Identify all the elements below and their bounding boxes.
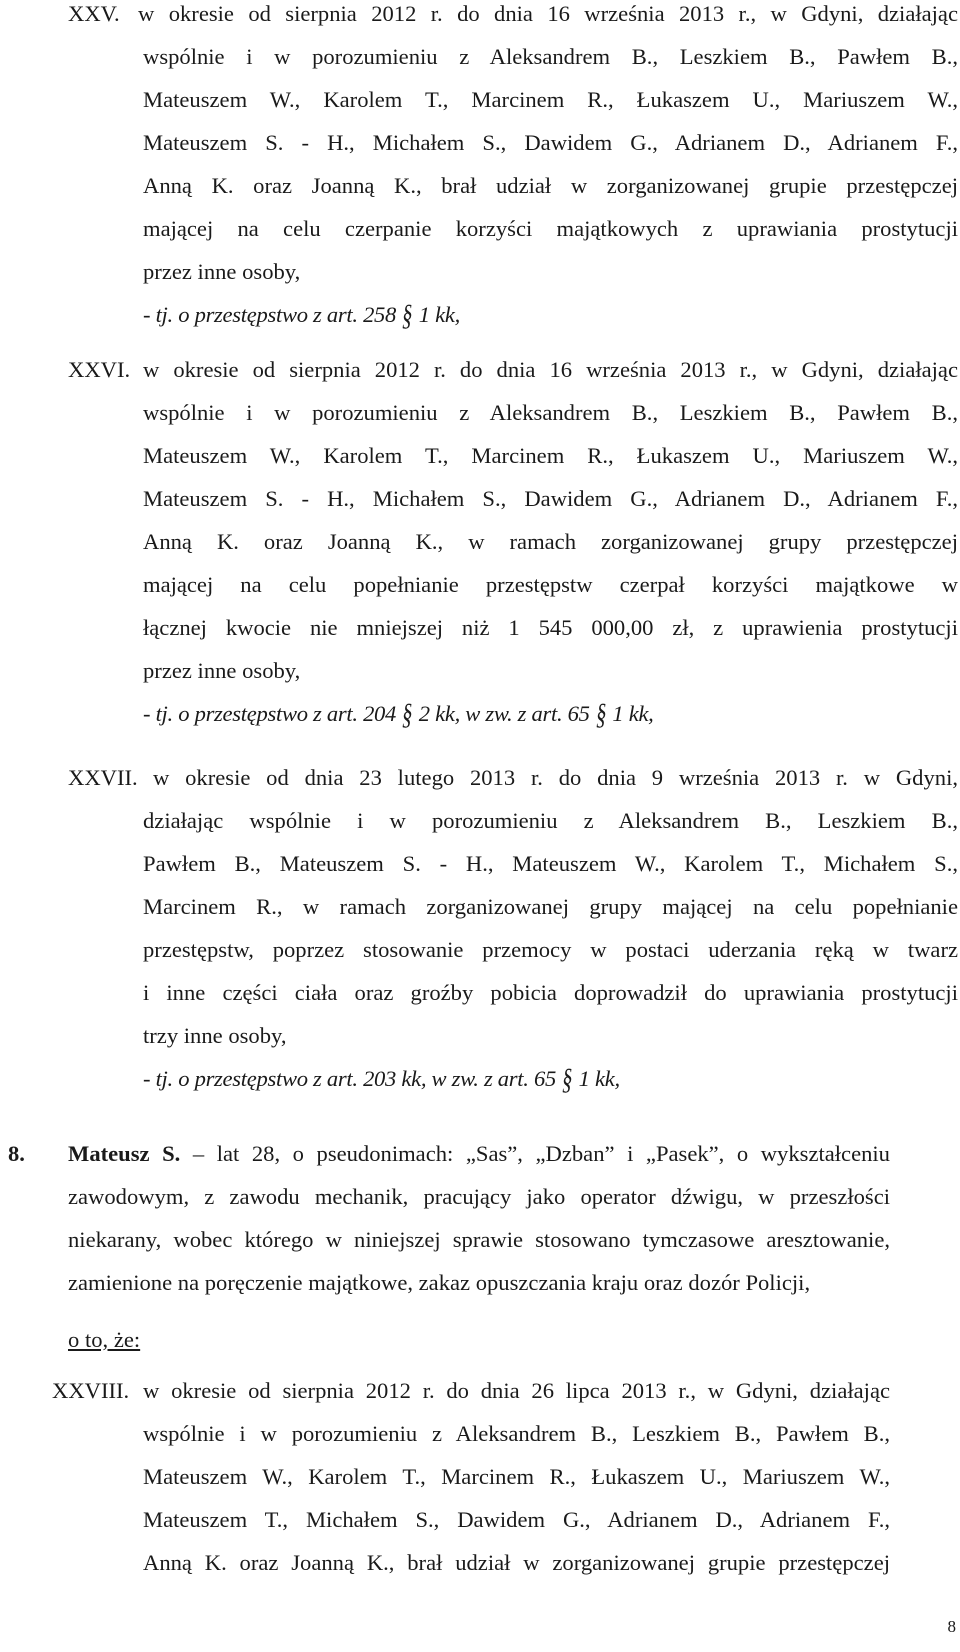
section-sign: § xyxy=(400,299,415,332)
charge-text-line: przez inne osoby, xyxy=(143,259,301,284)
legal-text: 2 kk, w zw. z art. 65 xyxy=(418,701,590,726)
defendant-number: 8. xyxy=(8,1141,25,1166)
charge-numeral: XXVIII. xyxy=(52,1378,130,1403)
charge-numeral: XXV. xyxy=(68,1,120,26)
legal-text: 1 kk, xyxy=(578,1066,620,1091)
charge-text-line: łącznej kwocie nie mniejszej niż 1 545 000,00 zł, z uprawienia prostytucji xyxy=(143,615,958,640)
charge-text-line: Mateuszem W., Karolem T., Marcinem R., Łukaszem U., Mariuszem W., xyxy=(143,1464,890,1489)
charge-numeral: XXVII. xyxy=(68,765,138,790)
legal-text: - tj. o przestępstwo z art. 204 xyxy=(143,701,397,726)
charge-text-line: i inne części ciała oraz groźby pobicia doprowadził do uprawiania prostytucji xyxy=(143,980,958,1005)
charge-text-line: wspólnie i w porozumieniu z Aleksandrem B., Leszkiem B., Pawłem B., xyxy=(143,44,958,69)
charge-text-line: Anną K. oraz Joanną K., brał udział w zorganizowanej grupie przestępczej xyxy=(143,1550,890,1575)
defendant-intro-line xyxy=(68,1132,890,1175)
charge-text-line: działając wspólnie i w porozumieniu z Aleksandrem B., Leszkiem B., xyxy=(143,808,958,833)
section-sign: § xyxy=(560,1063,575,1096)
charge-text-line: Anną K. oraz Joanną K., w ramach zorganizowanej grupy przestępczej xyxy=(143,529,958,554)
charge-text-line: Mateuszem W., Karolem T., Marcinem R., Łukaszem U., Mariuszem W., xyxy=(143,443,958,468)
charge-text-line: w okresie od sierpnia 2012 r. do dnia 16 września 2013 r., w Gdyni, działając xyxy=(143,357,958,382)
charge-text-line: w okresie od dnia 23 lutego 2013 r. do dnia 9 września 2013 r. w Gdyni, xyxy=(153,765,958,790)
charge-text-line: Mateuszem S. - H., Michałem S., Dawidem G., Adrianem D., Adrianem F., xyxy=(143,130,958,155)
charge-text-line: przestępstw, poprzez stosowanie przemocy w postaci uderzania ręką w twarz xyxy=(143,937,958,962)
legal-text: 1 kk, xyxy=(612,701,654,726)
legal-text: - tj. o przestępstwo z art. 258 xyxy=(143,302,397,327)
section-sign: § xyxy=(593,698,609,731)
charge-text-line: Mateuszem W., Karolem T., Marcinem R., Łukaszem U., Mariuszem W., xyxy=(143,87,958,112)
charge-text-line: wspólnie i w porozumieniu z Aleksandrem B., Leszkiem B., Pawłem B., xyxy=(143,400,958,425)
legal-text: 1 kk, xyxy=(418,302,460,327)
charge-intro: o to, że: xyxy=(68,1327,141,1352)
charge-text-line: Anną K. oraz Joanną K., brał udział w zorganizowanej grupie przestępczej xyxy=(143,173,958,198)
defendant-description: – lat 28, o pseudonimach: „Sas”, „Dzban” i „Pasek”, o wykształceniu xyxy=(192,1141,890,1166)
legal-qualification xyxy=(143,293,460,336)
page-number: 8 xyxy=(947,1617,956,1636)
defendant-description-line: zawodowym, z zawodu mechanik, pracujący jako operator dźwigu, w przeszłości xyxy=(68,1184,890,1209)
defendant-description-line: niekarany, wobec którego w niniejszej sprawie stosowano tymczasowe aresztowanie, xyxy=(68,1227,890,1252)
charge-numeral: XXVI. xyxy=(68,357,131,382)
charge-text-line: wspólnie i w porozumieniu z Aleksandrem B., Leszkiem B., Pawłem B., xyxy=(143,1421,890,1446)
charge-text-line: Mateuszem T., Michałem S., Dawidem G., Adrianem D., Adrianem F., xyxy=(143,1507,890,1532)
charge-text-line: w okresie od sierpnia 2012 r. do dnia 26 lipca 2013 r., w Gdyni, działając xyxy=(143,1378,890,1403)
charge-text-line: trzy inne osoby, xyxy=(143,1023,287,1048)
legal-qualification xyxy=(143,692,654,735)
charge-text-line: w okresie od sierpnia 2012 r. do dnia 16 września 2013 r., w Gdyni, działając xyxy=(138,1,958,26)
defendant-description-line: zamienione na poręczenie majątkowe, zakaz opuszczania kraju oraz dozór Policji, xyxy=(68,1270,811,1295)
charge-text-line: Pawłem B., Mateuszem S. - H., Mateuszem W., Karolem T., Michałem S., xyxy=(143,851,958,876)
charge-text-line: mającej na celu czerpanie korzyści majątkowych z uprawiania prostytucji xyxy=(143,216,958,241)
legal-qualification xyxy=(143,1057,620,1100)
section-sign: § xyxy=(400,698,415,731)
charge-text-line: przez inne osoby, xyxy=(143,658,301,683)
charge-text-line: Mateuszem S. - H., Michałem S., Dawidem G., Adrianem D., Adrianem F., xyxy=(143,486,958,511)
defendant-name: Mateusz S. xyxy=(68,1141,181,1166)
charge-text-line: Marcinem R., w ramach zorganizowanej grupy mającej na celu popełnianie xyxy=(143,894,958,919)
charge-text-line: mającej na celu popełnianie przestępstw czerpał korzyści majątkowe w xyxy=(143,572,958,597)
legal-text: - tj. o przestępstwo z art. 203 kk, w zw. z art. 65 xyxy=(143,1066,556,1091)
